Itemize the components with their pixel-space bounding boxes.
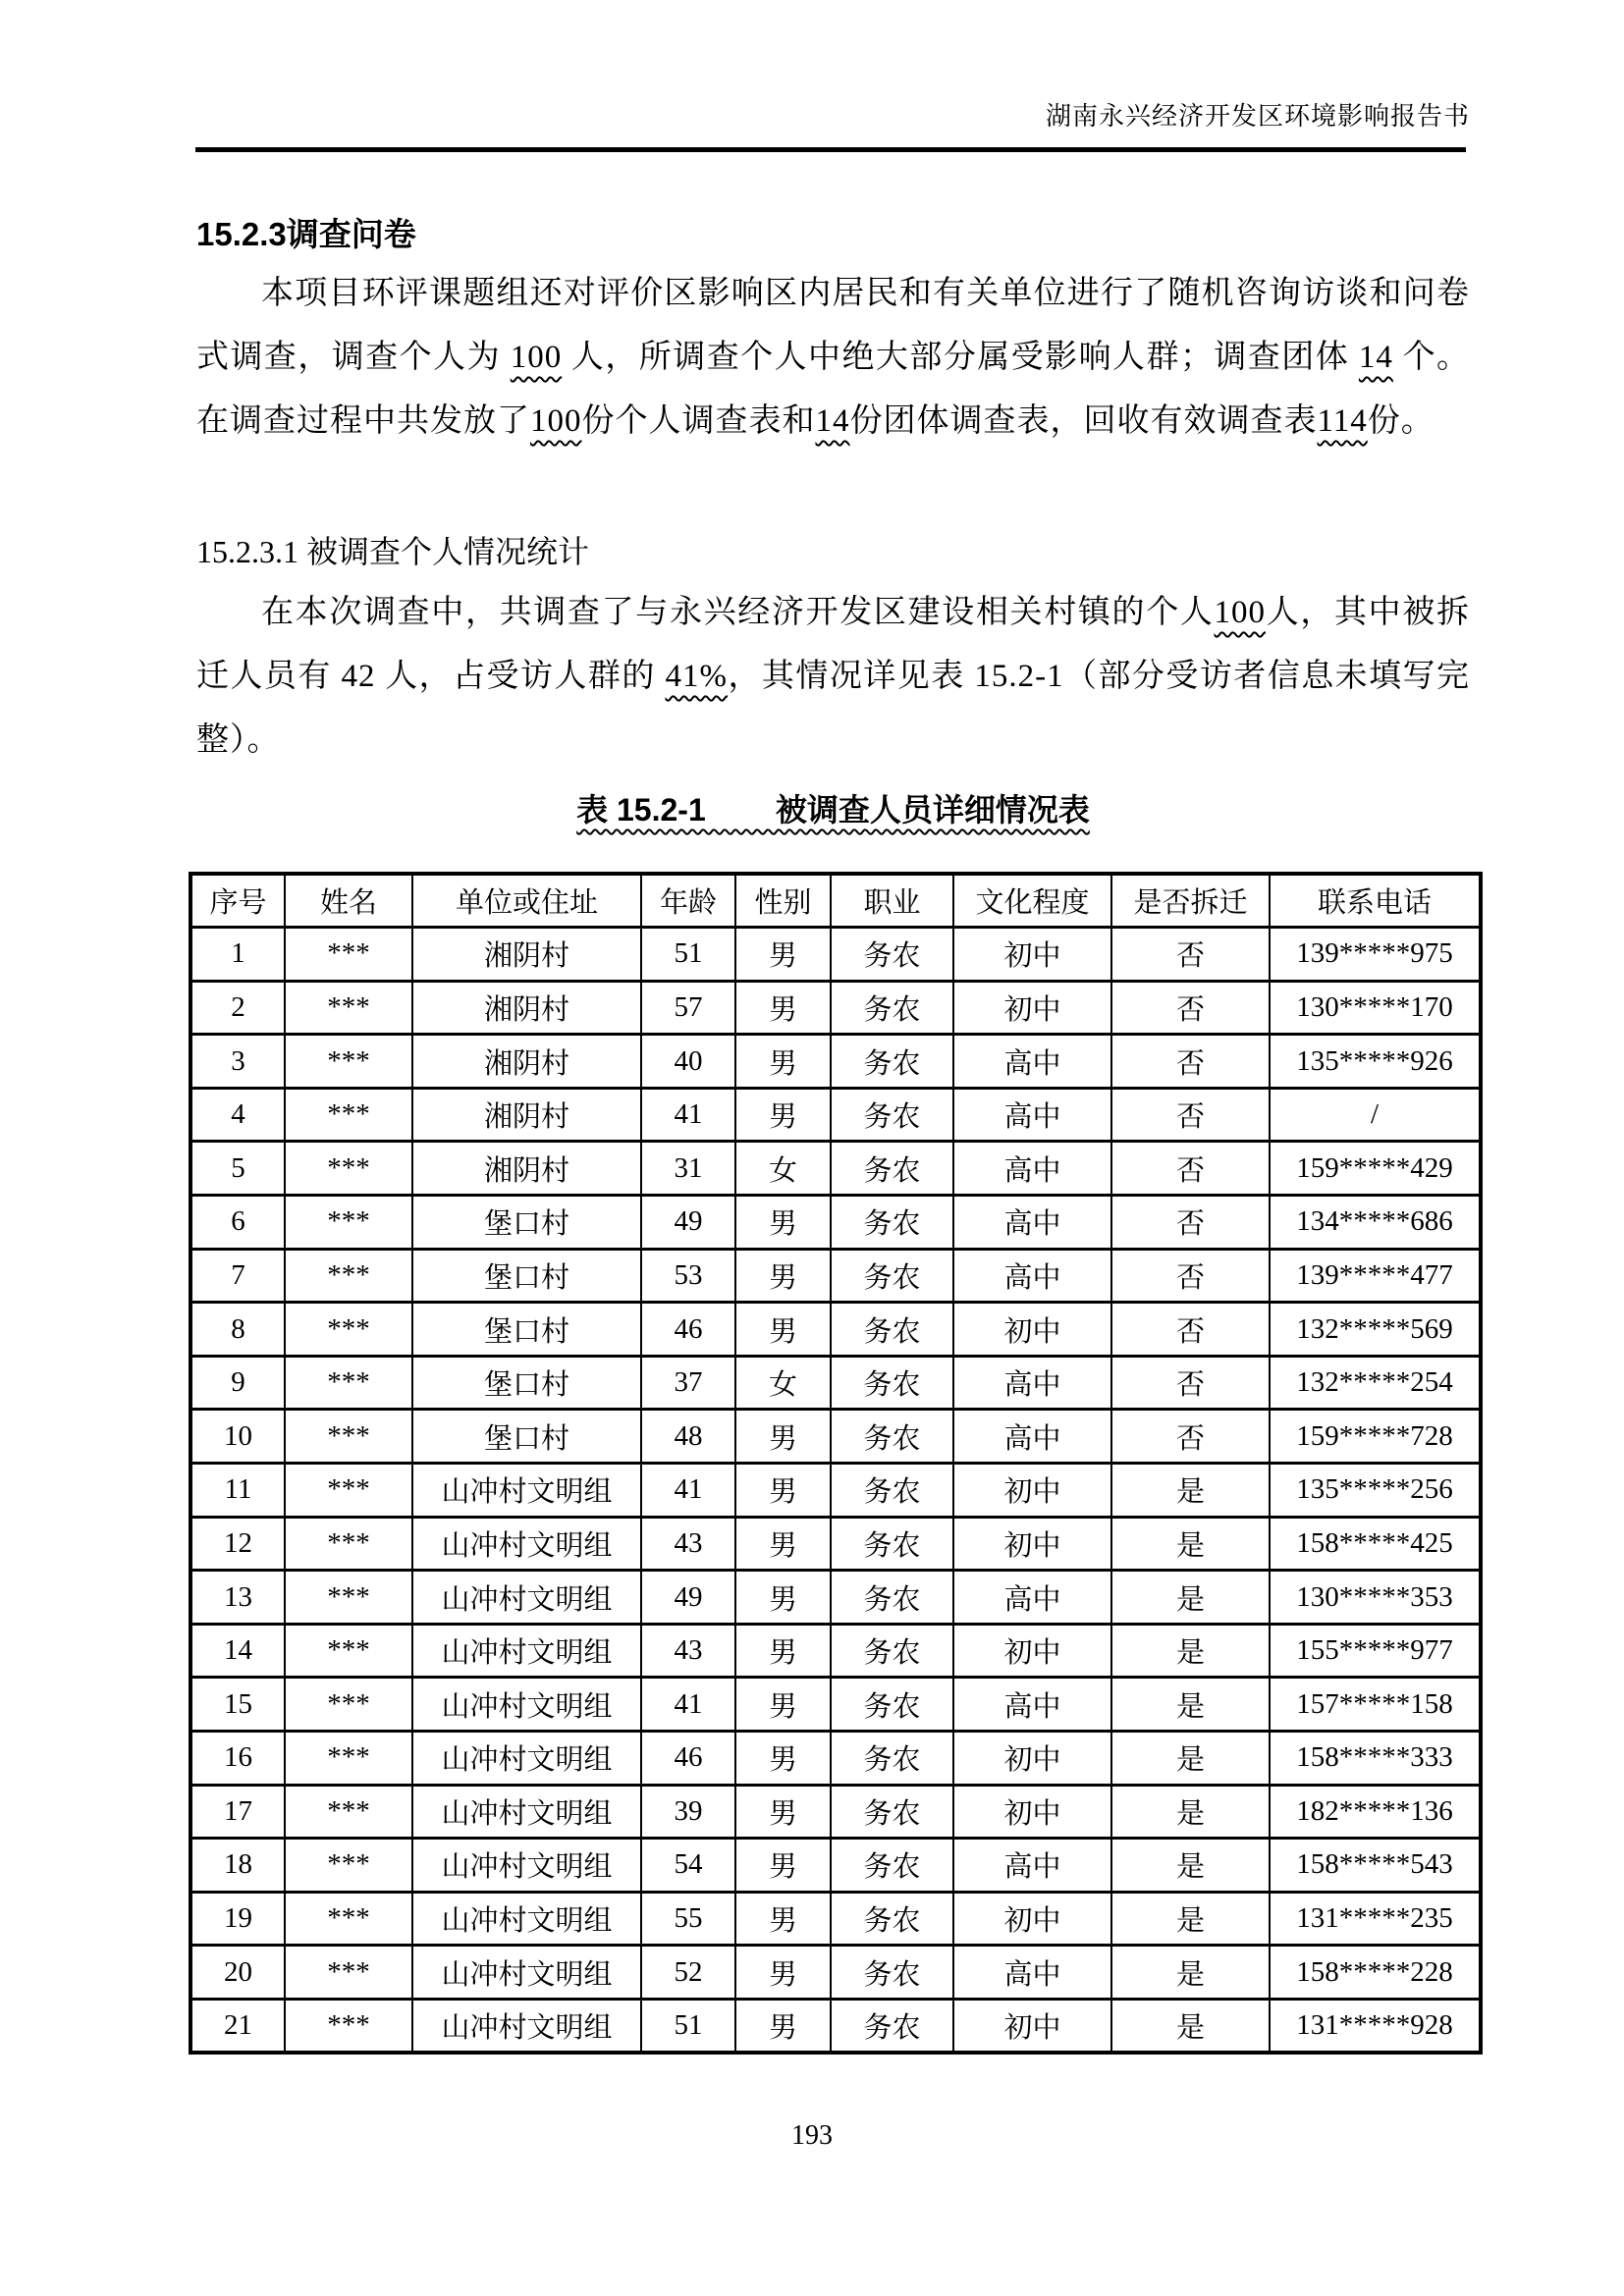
table-cell: 否 [1111, 1356, 1270, 1410]
table-cell: 男 [735, 1946, 831, 2000]
table-cell: 务农 [831, 1410, 953, 1464]
table-cell: 山冲村文明组 [412, 1839, 641, 1893]
table-cell: 9 [190, 1356, 285, 1410]
table-cell: 否 [1111, 981, 1270, 1035]
table-cell: 高中 [953, 1571, 1111, 1625]
table-cell: 女 [735, 1356, 831, 1410]
table-cell: 是 [1111, 1624, 1270, 1678]
table-cell: 务农 [831, 1088, 953, 1142]
table-cell: 49 [641, 1571, 735, 1625]
table-cell: 6 [190, 1196, 285, 1250]
table-cell: 是 [1111, 1839, 1270, 1893]
table-row [190, 1785, 1481, 1839]
table-cell: 2 [190, 981, 285, 1035]
table-cell: 40 [641, 1035, 735, 1089]
table-cell: 堡口村 [412, 1356, 641, 1410]
table-cell: 39 [641, 1785, 735, 1839]
table-cell: *** [285, 1785, 412, 1839]
table-cell: 务农 [831, 928, 953, 982]
paragraph-surveyed-individuals [196, 581, 1470, 773]
table-cell: 务农 [831, 1464, 953, 1518]
table-cell: 5 [190, 1142, 285, 1196]
table-cell: 1 [190, 928, 285, 982]
table-cell: 41 [641, 1464, 735, 1518]
table-cell: 是 [1111, 1464, 1270, 1518]
table-cell: 湘阴村 [412, 1035, 641, 1089]
table-row [190, 1142, 1481, 1196]
table-cell: 是 [1111, 1678, 1270, 1732]
table-cell: *** [285, 1303, 412, 1357]
table-row [190, 1196, 1481, 1250]
table-cell: *** [285, 1410, 412, 1464]
table-cell: 务农 [831, 1624, 953, 1678]
table-cell: 157*****158 [1270, 1678, 1481, 1732]
table-cell: 12 [190, 1517, 285, 1571]
table-cell: *** [285, 1464, 412, 1518]
table-cell: 男 [735, 1088, 831, 1142]
table-cell: 湘阴村 [412, 1088, 641, 1142]
table-row [190, 1678, 1481, 1732]
table-cell: *** [285, 1249, 412, 1303]
table-cell: 堡口村 [412, 1196, 641, 1250]
table-row [190, 1517, 1481, 1571]
section-heading: 15.2.3调查问卷 [196, 216, 416, 252]
table-cell: 男 [735, 1464, 831, 1518]
table-row [190, 1464, 1481, 1518]
text-run: 份团体调查表，回收有效调查表 [849, 403, 1318, 439]
table-cell: 男 [735, 1624, 831, 1678]
table-cell: 山冲村文明组 [412, 1892, 641, 1946]
underlined-value: 41% [665, 659, 729, 694]
table-cell: 52 [641, 1946, 735, 2000]
table-cell: 158*****425 [1270, 1517, 1481, 1571]
table-cell: 41 [641, 1088, 735, 1142]
table-cell: / [1270, 1088, 1481, 1142]
table-cell: 高中 [953, 1249, 1111, 1303]
table-cell: *** [285, 1678, 412, 1732]
table-cell: 男 [735, 1303, 831, 1357]
subsection-heading: 15.2.3.1 被调查个人情况统计 [196, 534, 590, 569]
table-cell: 57 [641, 981, 735, 1035]
table-cell: *** [285, 1946, 412, 2000]
table-cell: 高中 [953, 1356, 1111, 1410]
table-row [190, 1946, 1481, 2000]
table-cell: 否 [1111, 1196, 1270, 1250]
table-cell: 131*****235 [1270, 1892, 1481, 1946]
table-cell: 高中 [953, 1946, 1111, 2000]
table-row [190, 1839, 1481, 1893]
table-cell: *** [285, 981, 412, 1035]
table-cell: 41 [641, 1678, 735, 1732]
table-cell: 男 [735, 1999, 831, 2053]
table-cell: 135*****256 [1270, 1464, 1481, 1518]
table-cell: 132*****569 [1270, 1303, 1481, 1357]
table-cell: 43 [641, 1624, 735, 1678]
table-cell: 初中 [953, 1732, 1111, 1786]
table-cell: 16 [190, 1732, 285, 1786]
table-caption [196, 785, 1470, 834]
text-run: 份个人调查表和 [581, 403, 816, 439]
table-cell: 山冲村文明组 [412, 1999, 641, 2053]
table-cell: 男 [735, 1732, 831, 1786]
table-cell: 务农 [831, 1035, 953, 1089]
table-cell: *** [285, 1571, 412, 1625]
column-header: 年龄 [641, 874, 735, 928]
table-cell: 158*****543 [1270, 1839, 1481, 1893]
table-cell: 49 [641, 1196, 735, 1250]
table-cell: 17 [190, 1785, 285, 1839]
column-header: 联系电话 [1270, 874, 1481, 928]
table-cell: *** [285, 1142, 412, 1196]
table-row [190, 1999, 1481, 2053]
table-caption-text: 表 15.2-1 被调查人员详细情况表 [576, 792, 1090, 828]
page-number: 193 [791, 2120, 833, 2151]
table-cell: 山冲村文明组 [412, 1571, 641, 1625]
table-cell: 初中 [953, 1892, 1111, 1946]
table-cell: 堡口村 [412, 1303, 641, 1357]
table-cell: *** [285, 1999, 412, 2053]
table-cell: 湘阴村 [412, 928, 641, 982]
table-row [190, 928, 1481, 982]
table-cell: 15 [190, 1678, 285, 1732]
table-row [190, 1249, 1481, 1303]
table-cell: *** [285, 1356, 412, 1410]
table-cell: 山冲村文明组 [412, 1732, 641, 1786]
table-cell: 初中 [953, 1785, 1111, 1839]
table-cell: 是 [1111, 1892, 1270, 1946]
table-cell: 21 [190, 1999, 285, 2053]
table-row [190, 1088, 1481, 1142]
table-cell: 51 [641, 1999, 735, 2053]
table-cell: *** [285, 1624, 412, 1678]
table-cell: 是 [1111, 1571, 1270, 1625]
table-cell: 10 [190, 1410, 285, 1464]
table-cell: *** [285, 1035, 412, 1089]
table-cell: 3 [190, 1035, 285, 1089]
table-cell: 男 [735, 1571, 831, 1625]
table-cell: 155*****977 [1270, 1624, 1481, 1678]
table-cell: *** [285, 1088, 412, 1142]
table-row [190, 1732, 1481, 1786]
table-head [190, 874, 1481, 928]
table-cell: 130*****170 [1270, 981, 1481, 1035]
table-cell: 7 [190, 1249, 285, 1303]
table-cell: 湘阴村 [412, 1142, 641, 1196]
table-cell: 务农 [831, 1303, 953, 1357]
text-run: 人，所调查个人中绝大部分属受影响人群；调查团体 [562, 340, 1359, 375]
table-cell: 20 [190, 1946, 285, 2000]
table-row [190, 1356, 1481, 1410]
table-cell: 务农 [831, 1678, 953, 1732]
table-cell: 高中 [953, 1839, 1111, 1893]
underlined-value: 100 [1214, 595, 1267, 630]
table-row [190, 1571, 1481, 1625]
table-cell: 是 [1111, 1785, 1270, 1839]
table-cell: 务农 [831, 1999, 953, 2053]
table-cell: 男 [735, 1785, 831, 1839]
table-cell: 139*****975 [1270, 928, 1481, 982]
table-cell: 13 [190, 1571, 285, 1625]
underlined-value: 14 [1358, 340, 1393, 375]
underlined-value: 14 [815, 403, 850, 439]
table-cell: 山冲村文明组 [412, 1678, 641, 1732]
table-cell: 男 [735, 1410, 831, 1464]
column-header: 文化程度 [953, 874, 1111, 928]
table-cell: 务农 [831, 1839, 953, 1893]
table-cell: 初中 [953, 1999, 1111, 2053]
table-cell: *** [285, 1892, 412, 1946]
text-run: 份。 [1367, 403, 1435, 439]
table-cell: 高中 [953, 1142, 1111, 1196]
table-cell: 51 [641, 928, 735, 982]
table-cell: 初中 [953, 1464, 1111, 1518]
table-cell: 务农 [831, 1356, 953, 1410]
column-header: 是否拆迁 [1111, 874, 1270, 928]
table-cell: 130*****353 [1270, 1571, 1481, 1625]
table-cell: 43 [641, 1517, 735, 1571]
table-cell: 高中 [953, 1088, 1111, 1142]
table-cell: 务农 [831, 1732, 953, 1786]
table-cell: 山冲村文明组 [412, 1464, 641, 1518]
text-run: 人，其中被拆迁人员有 42 人，占受访人群的 [196, 595, 1471, 694]
table-cell: 否 [1111, 1035, 1270, 1089]
table-cell: 37 [641, 1356, 735, 1410]
table-row [190, 1892, 1481, 1946]
table-cell: 高中 [953, 1196, 1111, 1250]
table-cell: 否 [1111, 1088, 1270, 1142]
table-cell: 男 [735, 981, 831, 1035]
table-cell: 堡口村 [412, 1410, 641, 1464]
table-cell: 男 [735, 1196, 831, 1250]
table-cell: 31 [641, 1142, 735, 1196]
table-cell: 山冲村文明组 [412, 1946, 641, 2000]
table-cell: 否 [1111, 1303, 1270, 1357]
paragraph-survey-overview [196, 262, 1470, 454]
table-cell: 男 [735, 1035, 831, 1089]
table-cell: 务农 [831, 1142, 953, 1196]
table-cell: *** [285, 1732, 412, 1786]
table-cell: *** [285, 1517, 412, 1571]
table-cell: 否 [1111, 1410, 1270, 1464]
table-cell: 158*****333 [1270, 1732, 1481, 1786]
table-cell: 务农 [831, 1571, 953, 1625]
table-cell: 男 [735, 1517, 831, 1571]
column-header: 单位或住址 [412, 874, 641, 928]
text-run: ，其情况详见表 15.2-1（部分受访者信息未填写完整）。 [196, 659, 1470, 758]
table-cell: 山冲村文明组 [412, 1517, 641, 1571]
table-cell: *** [285, 928, 412, 982]
table-cell: 初中 [953, 928, 1111, 982]
table-cell: 务农 [831, 1946, 953, 2000]
table-cell: 53 [641, 1249, 735, 1303]
table-cell: 182*****136 [1270, 1785, 1481, 1839]
table-cell: 54 [641, 1839, 735, 1893]
table-cell: 山冲村文明组 [412, 1785, 641, 1839]
page-header [1046, 96, 1470, 133]
table-cell: 务农 [831, 1517, 953, 1571]
table-row [190, 1410, 1481, 1464]
table-cell: 男 [735, 1839, 831, 1893]
text-run: 本项目环评课题组还对评价区影响区内居民和有关单位进行了随机咨询访谈和问卷式调查，调查个人为 [196, 276, 1470, 375]
column-header: 性别 [735, 874, 831, 928]
table-cell: 务农 [831, 981, 953, 1035]
table-cell: 高中 [953, 1410, 1111, 1464]
table-cell: 否 [1111, 928, 1270, 982]
column-header: 姓名 [285, 874, 412, 928]
table-cell: 否 [1111, 1249, 1270, 1303]
table-cell: 48 [641, 1410, 735, 1464]
text-run: 个。在调查过程中共发放了 [196, 340, 1471, 439]
table-cell: 是 [1111, 1517, 1270, 1571]
table-cell: 14 [190, 1624, 285, 1678]
table-body [190, 928, 1481, 2053]
table-row [190, 1035, 1481, 1089]
table-cell: 4 [190, 1088, 285, 1142]
table-cell: *** [285, 1196, 412, 1250]
table-cell: 堡口村 [412, 1249, 641, 1303]
report-title: 湖南永兴经济开发区环境影响报告书 [1045, 102, 1470, 131]
text-run: 在本次调查中，共调查了与永兴经济开发区建设相关村镇的个人 [261, 595, 1215, 630]
table-cell: 46 [641, 1303, 735, 1357]
table-cell: 158*****228 [1270, 1946, 1481, 2000]
table-cell: 135*****926 [1270, 1035, 1481, 1089]
table-cell: 132*****254 [1270, 1356, 1481, 1410]
table-row [190, 981, 1481, 1035]
table-cell: 山冲村文明组 [412, 1624, 641, 1678]
underlined-value: 114 [1317, 403, 1368, 439]
table-cell: 是 [1111, 1732, 1270, 1786]
table-cell: 务农 [831, 1785, 953, 1839]
table-cell: 初中 [953, 1624, 1111, 1678]
table-cell: 务农 [831, 1249, 953, 1303]
table-cell: 女 [735, 1142, 831, 1196]
table-row [190, 1303, 1481, 1357]
table-cell: 否 [1111, 1142, 1270, 1196]
table-cell: 男 [735, 928, 831, 982]
table-cell: 初中 [953, 981, 1111, 1035]
table-cell: 高中 [953, 1035, 1111, 1089]
surveyed-persons-table [189, 872, 1483, 2055]
table-cell: 初中 [953, 1303, 1111, 1357]
table-cell: 8 [190, 1303, 285, 1357]
table-cell: 131*****928 [1270, 1999, 1481, 2053]
table-cell: 男 [735, 1249, 831, 1303]
table-cell: 初中 [953, 1517, 1111, 1571]
table-cell: 55 [641, 1892, 735, 1946]
table-cell: 159*****429 [1270, 1142, 1481, 1196]
table-cell: 是 [1111, 1999, 1270, 2053]
header-rule [195, 147, 1466, 152]
table-cell: 男 [735, 1892, 831, 1946]
table-cell: 是 [1111, 1946, 1270, 2000]
table-cell: 男 [735, 1678, 831, 1732]
table-cell: 18 [190, 1839, 285, 1893]
column-header: 职业 [831, 874, 953, 928]
underlined-value: 100 [510, 340, 563, 375]
table-cell: *** [285, 1839, 412, 1893]
table-cell: 19 [190, 1892, 285, 1946]
table-cell: 11 [190, 1464, 285, 1518]
table-cell: 务农 [831, 1892, 953, 1946]
table-cell: 湘阴村 [412, 981, 641, 1035]
table-cell: 159*****728 [1270, 1410, 1481, 1464]
column-header: 序号 [190, 874, 285, 928]
table-cell: 46 [641, 1732, 735, 1786]
underlined-value: 100 [530, 403, 582, 439]
table-cell: 134*****686 [1270, 1196, 1481, 1250]
table-cell: 务农 [831, 1196, 953, 1250]
table-cell: 高中 [953, 1678, 1111, 1732]
table-cell: 139*****477 [1270, 1249, 1481, 1303]
table-row [190, 1624, 1481, 1678]
table-header-row [190, 874, 1481, 928]
